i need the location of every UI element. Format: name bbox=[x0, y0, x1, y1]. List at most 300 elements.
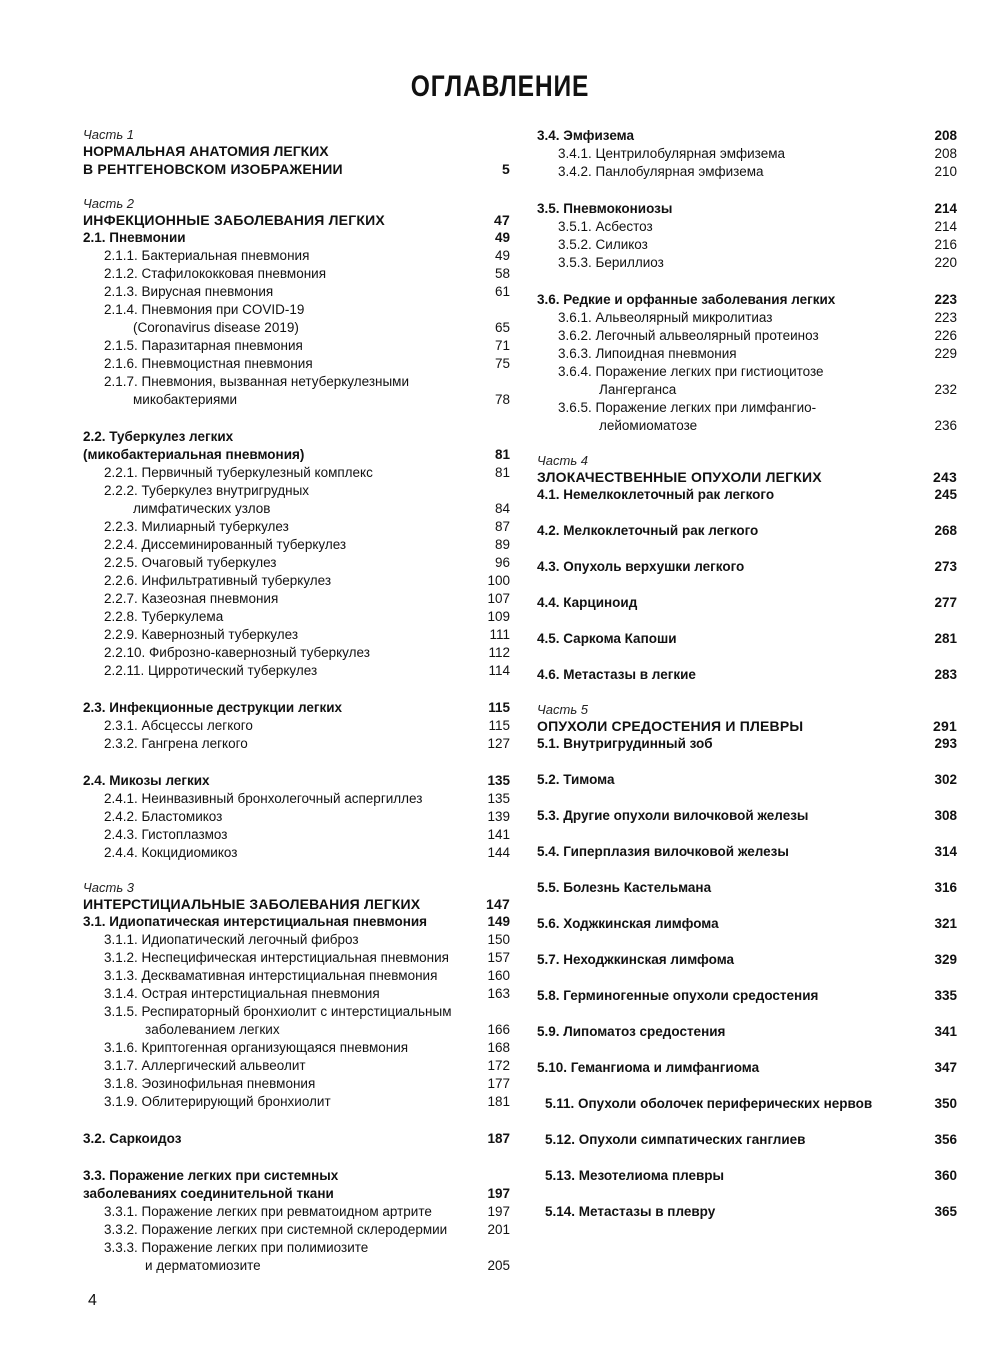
toc-section-entry[interactable] bbox=[537, 879, 957, 897]
toc-chapter-entry[interactable] bbox=[537, 717, 957, 735]
toc-chapter-entry[interactable] bbox=[83, 895, 510, 913]
toc-section-entry[interactable] bbox=[537, 558, 957, 576]
toc-section-entry[interactable] bbox=[537, 127, 957, 145]
dot-leader bbox=[451, 1225, 485, 1235]
toc-subsection-entry[interactable] bbox=[83, 626, 510, 644]
dot-leader bbox=[768, 167, 933, 177]
toc-subsection-entry[interactable] bbox=[83, 844, 510, 862]
toc-entry-title: 5.1. Внутригрудинный зоб bbox=[537, 736, 713, 751]
spacer bbox=[537, 612, 957, 630]
toc-page-number: 141 bbox=[487, 827, 510, 842]
toc-subsection-entry[interactable] bbox=[83, 1075, 510, 1093]
toc-page-number: 302 bbox=[934, 772, 957, 787]
toc-page-number: 220 bbox=[934, 255, 957, 270]
toc-entry-title: Лангерганса bbox=[599, 382, 677, 397]
toc-page-number: 347 bbox=[934, 1060, 957, 1075]
toc-page-number: 210 bbox=[934, 164, 957, 179]
toc-entry-line: 3.3.3. Поражение легких при полимиозите bbox=[104, 1240, 369, 1255]
toc-subsection-entry[interactable] bbox=[537, 327, 957, 345]
toc-entry-title: 2.2.4. Диссеминированный туберкулез bbox=[104, 537, 347, 552]
toc-section-entry[interactable] bbox=[537, 771, 957, 789]
toc-page-number: 208 bbox=[934, 146, 957, 161]
dot-leader bbox=[231, 830, 485, 840]
toc-subsection-entry[interactable] bbox=[83, 265, 510, 283]
toc-entry-title: 3.2. Саркоидоз bbox=[83, 1131, 182, 1146]
toc-entry-title: 4.2. Мелкоклеточный рак легкого bbox=[537, 523, 759, 538]
toc-page-number: 114 bbox=[488, 663, 510, 678]
toc-subsection-entry[interactable] bbox=[83, 826, 510, 844]
toc-page-number: 205 bbox=[487, 1258, 510, 1273]
toc-subsection-entry[interactable] bbox=[83, 247, 510, 265]
dot-leader bbox=[338, 1189, 486, 1199]
toc-chapter-entry[interactable] bbox=[83, 211, 510, 229]
toc-page-number: 216 bbox=[934, 237, 957, 252]
spacer bbox=[537, 272, 957, 291]
toc-page-number: 314 bbox=[934, 844, 957, 859]
toc-page-number: 273 bbox=[934, 559, 957, 574]
dot-leader bbox=[729, 1027, 932, 1037]
toc-page-number: 168 bbox=[487, 1040, 510, 1055]
toc-page-number: 214 bbox=[934, 219, 957, 234]
toc-entry-title: 5.6. Ходжкинская лимфома bbox=[537, 916, 719, 931]
toc-section-entry[interactable] bbox=[83, 1185, 510, 1203]
dot-leader bbox=[313, 251, 493, 261]
dot-leader bbox=[347, 164, 500, 174]
toc-entry-line: 3.1.5. Респираторный бронхиолит с интерстициальным bbox=[104, 1004, 452, 1019]
toc-page-number: 147 bbox=[486, 896, 510, 912]
toc-page-number: 96 bbox=[494, 555, 510, 570]
spacer bbox=[537, 684, 957, 702]
toc-entry-title: 5.10. Гемангиома и лимфангиома bbox=[537, 1060, 760, 1075]
spacer bbox=[83, 1148, 510, 1167]
toc-section-entry[interactable] bbox=[537, 1095, 957, 1113]
toc-page-number: 316 bbox=[934, 880, 957, 895]
toc-entry-title: 3.5.3. Бериллиоз bbox=[558, 255, 664, 270]
toc-page-number: 321 bbox=[934, 916, 957, 931]
toc-entry-title: ИНТЕРСТИЦИАЛЬНЫЕ ЗАБОЛЕВАНИЯ ЛЕГКИХ bbox=[83, 896, 421, 912]
toc-chapter-entry[interactable] bbox=[83, 160, 510, 178]
dot-leader bbox=[317, 359, 493, 369]
dot-leader bbox=[190, 233, 493, 243]
toc-entry-title: 5.11. Опухоли оболочек периферических нервов bbox=[545, 1096, 873, 1111]
toc-entry-title: 3.6.2. Легочный альвеолярный протеиноз bbox=[558, 328, 819, 343]
spacer bbox=[537, 435, 957, 453]
toc-section-entry[interactable] bbox=[83, 446, 510, 464]
toc-page-number: 144 bbox=[487, 845, 510, 860]
toc-page-number: 49 bbox=[494, 230, 510, 245]
toc-page-number: 135 bbox=[487, 791, 510, 806]
toc-section-entry[interactable] bbox=[83, 699, 510, 717]
toc-page-number: 293 bbox=[934, 736, 957, 751]
toc-entry-title: 5.4. Гиперплазия вилочковой железы bbox=[537, 844, 789, 859]
toc-section-entry[interactable] bbox=[537, 291, 957, 309]
toc-subsection-entry[interactable] bbox=[537, 145, 957, 163]
toc-entry-title: и дерматомиозите bbox=[145, 1258, 261, 1273]
toc-subsection-entry[interactable] bbox=[83, 590, 510, 608]
toc-subsection-entry[interactable] bbox=[83, 644, 510, 662]
toc-subsection-entry[interactable] bbox=[537, 236, 957, 254]
toc-section-entry[interactable] bbox=[537, 1059, 957, 1077]
toc-subsection-entry[interactable] bbox=[83, 572, 510, 590]
spacer bbox=[537, 1041, 957, 1059]
toc-subsection-entry[interactable] bbox=[83, 608, 510, 626]
toc-subsection-entry[interactable] bbox=[83, 536, 510, 554]
dot-leader bbox=[839, 295, 932, 305]
page-number: 4 bbox=[88, 1292, 97, 1309]
dot-leader bbox=[377, 468, 493, 478]
toc-entry-line: 3.6.4. Поражение легких при гистиоцитозе bbox=[558, 364, 824, 379]
dot-leader bbox=[641, 598, 932, 608]
toc-section-entry[interactable] bbox=[537, 522, 957, 540]
toc-section-entry[interactable] bbox=[537, 807, 957, 825]
spacer bbox=[537, 1149, 957, 1167]
toc-page-number: 365 bbox=[934, 1204, 957, 1219]
toc-page-number: 335 bbox=[934, 988, 957, 1003]
toc-page-number: 181 bbox=[487, 1094, 510, 1109]
toc-subsection-entry[interactable] bbox=[83, 1203, 510, 1221]
toc-entry-title: 2.1.6. Пневмоцистная пневмония bbox=[104, 356, 313, 371]
toc-section-entry[interactable] bbox=[537, 1167, 957, 1185]
toc-section-entry[interactable] bbox=[83, 1130, 510, 1148]
toc-entry-title: 2.3.1. Абсцессы легкого bbox=[104, 718, 253, 733]
toc-entry-title: заболеваниях соединительной ткани bbox=[83, 1186, 334, 1201]
toc-page-number: 197 bbox=[487, 1204, 510, 1219]
toc-page-number: 177 bbox=[487, 1076, 510, 1091]
dot-leader bbox=[668, 258, 933, 268]
toc-entry-title: 2.2.5. Очаговый туберкулез bbox=[104, 555, 277, 570]
spacer bbox=[537, 897, 957, 915]
toc-section-entry[interactable] bbox=[537, 915, 957, 933]
toc-right-column bbox=[537, 127, 957, 1221]
toc-page-number: 107 bbox=[487, 591, 510, 606]
dot-leader bbox=[738, 955, 932, 965]
dot-leader bbox=[741, 349, 933, 359]
spacer bbox=[537, 933, 957, 951]
toc-subsection-entry[interactable] bbox=[83, 500, 510, 518]
dot-leader bbox=[778, 490, 932, 500]
toc-subsection-entry[interactable] bbox=[83, 391, 510, 409]
toc-section-entry[interactable] bbox=[537, 951, 957, 969]
toc-entry-title: 2.3.2. Гангрена легкого bbox=[104, 736, 248, 751]
toc-entry-title: 2.2.11. Цирротический туберкулез bbox=[104, 663, 318, 678]
toc-entry-title: 2.1.5. Паразитарная пневмония bbox=[104, 338, 303, 353]
toc-entry-title: 2.2.7. Казеозная пневмония bbox=[104, 591, 279, 606]
part-label: Часть 5 bbox=[537, 702, 588, 717]
toc-subsection-entry[interactable] bbox=[83, 1021, 510, 1039]
toc-subsection-entry[interactable] bbox=[537, 345, 957, 363]
toc-page-number: 100 bbox=[487, 573, 510, 588]
toc-left-column bbox=[83, 127, 510, 1275]
dot-leader bbox=[676, 204, 932, 214]
toc-entry-line: 2.1.4. Пневмония при COVID-19 bbox=[104, 302, 305, 317]
toc-page-number: 187 bbox=[487, 1131, 510, 1146]
toc-entry-title: 3.3.2. Поражение легких при системной склеродермии bbox=[104, 1222, 448, 1237]
dot-leader bbox=[776, 313, 932, 323]
toc-entry-title: 3.6. Редкие и орфанные заболевания легких bbox=[537, 292, 836, 307]
toc-entry-title: 3.5. Пневмокониозы bbox=[537, 201, 673, 216]
page-title: ОГЛАВЛЕНИЕ bbox=[410, 70, 590, 103]
dot-leader bbox=[274, 504, 492, 514]
dot-leader bbox=[227, 612, 485, 622]
toc-page-number: 47 bbox=[494, 212, 510, 228]
toc-entry-title: ИНФЕКЦИОННЫЕ ЗАБОЛЕВАНИЯ ЛЕГКИХ bbox=[83, 212, 385, 228]
dot-leader bbox=[812, 811, 932, 821]
toc-entry-title: 3.1.4. Острая интерстициальная пневмония bbox=[104, 986, 380, 1001]
spacer bbox=[537, 1113, 957, 1131]
toc-entry-title: 2.2.9. Кавернозный туберкулез bbox=[104, 627, 299, 642]
toc-page-number: 115 bbox=[488, 718, 510, 733]
toc-entry-title: 2.1.2. Стафилококковая пневмония bbox=[104, 266, 327, 281]
toc-entry-title: 4.3. Опухоль верхушки легкого bbox=[537, 559, 745, 574]
toc-chapter-entry[interactable] bbox=[537, 468, 957, 486]
toc-entry-title: (микобактериальная пневмония) bbox=[83, 447, 305, 462]
dot-leader bbox=[282, 594, 485, 604]
toc-page-number: 127 bbox=[487, 736, 510, 751]
toc-entry-title: 5.14. Метастазы в плевру bbox=[545, 1204, 716, 1219]
spacer bbox=[83, 862, 510, 880]
dot-leader bbox=[303, 323, 493, 333]
toc-subsection-entry[interactable] bbox=[83, 662, 510, 680]
toc-page-number: 157 bbox=[487, 950, 510, 965]
dot-leader bbox=[638, 131, 932, 141]
dot-leader bbox=[823, 331, 933, 341]
toc-subsection-entry[interactable] bbox=[537, 218, 957, 236]
toc-entry-title: 3.5.2. Силикоз bbox=[558, 237, 648, 252]
toc-page-number: 71 bbox=[494, 338, 510, 353]
spacer bbox=[83, 1111, 510, 1130]
toc-entry-title: 3.1.1. Идиопатический легочный фиброз bbox=[104, 932, 359, 947]
toc-page-number: 291 bbox=[933, 718, 957, 734]
dot-leader bbox=[723, 919, 933, 929]
toc-entry-title: 2.1.1. Бактериальная пневмония bbox=[104, 248, 310, 263]
toc-page-number: 5 bbox=[502, 161, 510, 177]
spacer bbox=[83, 753, 510, 772]
toc-section-entry[interactable] bbox=[83, 229, 510, 247]
toc-subsection-entry[interactable] bbox=[83, 1057, 510, 1075]
toc-page-number: 115 bbox=[488, 700, 510, 715]
toc-section-entry[interactable] bbox=[537, 1203, 957, 1221]
toc-entry-title: 4.5. Саркома Капоши bbox=[537, 631, 677, 646]
toc-section-entry[interactable] bbox=[537, 630, 957, 648]
toc-subsection-entry[interactable] bbox=[83, 283, 510, 301]
dot-leader bbox=[214, 776, 486, 786]
toc-page-number: 111 bbox=[489, 627, 510, 642]
spacer bbox=[83, 680, 510, 699]
toc-entry-title: 4.4. Карциноид bbox=[537, 595, 638, 610]
toc-entry-title: 5.2. Тимома bbox=[537, 772, 615, 787]
toc-section-entry[interactable] bbox=[537, 1131, 957, 1149]
toc-page-number: 341 bbox=[934, 1024, 957, 1039]
toc-entry-title: лимфатических узлов bbox=[133, 501, 271, 516]
toc-page-number: 109 bbox=[487, 609, 510, 624]
toc-page-number: 166 bbox=[487, 1022, 510, 1037]
spacer bbox=[537, 825, 957, 843]
toc-subsection-entry[interactable] bbox=[83, 518, 510, 536]
toc-page-number: 160 bbox=[487, 968, 510, 983]
toc-subsection-entry[interactable] bbox=[83, 464, 510, 482]
dot-leader bbox=[277, 287, 493, 297]
toc-entry-title: 2.2.6. Инфильтративный туберкулез bbox=[104, 573, 332, 588]
part-label: Часть 1 bbox=[83, 127, 134, 142]
dot-leader bbox=[748, 562, 932, 572]
dot-leader bbox=[700, 670, 933, 680]
toc-subsection-entry[interactable] bbox=[537, 381, 957, 399]
dot-leader bbox=[619, 775, 933, 785]
toc-entry-title: 3.4. Эмфизема bbox=[537, 128, 634, 143]
toc-entry-title: 4.6. Метастазы в легкие bbox=[537, 667, 696, 682]
toc-subsection-entry[interactable] bbox=[83, 1257, 510, 1275]
toc-entry-line: 2.2.2. Туберкулез внутригрудных bbox=[104, 483, 310, 498]
toc-entry-title: 2.4.4. Кокцидиомикоз bbox=[104, 845, 238, 860]
toc-entry-title: 3.4.2. Панлобулярная эмфизема bbox=[558, 164, 764, 179]
toc-page-number: 61 bbox=[494, 284, 510, 299]
toc-page-number: 356 bbox=[934, 1132, 957, 1147]
dot-leader bbox=[308, 450, 493, 460]
spacer bbox=[537, 504, 957, 522]
dot-leader bbox=[717, 739, 933, 749]
toc-page-number: 89 bbox=[494, 537, 510, 552]
toc-entry-title: 3.1. Идиопатическая интерстициальная пневмония bbox=[83, 914, 428, 929]
toc-page-number: 208 bbox=[934, 128, 957, 143]
toc-subsection-entry[interactable] bbox=[83, 931, 510, 949]
toc-section-entry[interactable] bbox=[537, 486, 957, 504]
toc-subsection-entry[interactable] bbox=[83, 967, 510, 985]
toc-section-entry[interactable] bbox=[537, 1023, 957, 1041]
toc-page-number: 268 bbox=[934, 523, 957, 538]
toc-page-number: 163 bbox=[487, 986, 510, 1001]
toc-subsection-entry[interactable] bbox=[83, 1093, 510, 1111]
dot-leader bbox=[335, 576, 485, 586]
toc-entry-title: 3.1.3. Десквамативная интерстициальная пневмония bbox=[104, 968, 438, 983]
toc-entry-line: 3.3. Поражение легких при системных bbox=[83, 1168, 339, 1183]
toc-subsection-entry[interactable] bbox=[537, 254, 957, 272]
toc-entry-title: (Coronavirus disease 2019) bbox=[133, 320, 299, 335]
toc-section-entry[interactable] bbox=[83, 772, 510, 790]
dot-leader bbox=[763, 1063, 932, 1073]
toc-entry-title: 3.3.1. Поражение легких при ревматоидном артрите bbox=[104, 1204, 432, 1219]
part-label: Часть 4 bbox=[537, 453, 588, 468]
toc-entry-title: 2.2.1. Первичный туберкулезный комплекс bbox=[104, 465, 373, 480]
dot-leader bbox=[436, 1207, 486, 1217]
dot-leader bbox=[252, 739, 486, 749]
dot-leader bbox=[384, 989, 486, 999]
toc-section-entry[interactable] bbox=[537, 735, 957, 753]
toc-page-number: 232 bbox=[934, 382, 957, 397]
dot-leader bbox=[257, 721, 487, 731]
toc-section-entry[interactable] bbox=[537, 843, 957, 861]
dot-leader bbox=[681, 634, 933, 644]
toc-entry-line: 2.2. Туберкулез легких bbox=[83, 429, 234, 444]
dot-leader bbox=[680, 385, 932, 395]
toc-entry-title: 3.1.6. Криптогенная организующаяся пневмония bbox=[104, 1040, 409, 1055]
toc-subsection-entry[interactable] bbox=[83, 1039, 510, 1057]
toc-subsection-entry[interactable] bbox=[83, 319, 510, 337]
dot-leader bbox=[241, 395, 493, 405]
toc-page-number: 245 bbox=[934, 487, 957, 502]
toc-entry-line: НОРМАЛЬНАЯ АНАТОМИЯ ЛЕГКИХ bbox=[83, 143, 329, 159]
dot-leader bbox=[346, 703, 486, 713]
dot-leader bbox=[335, 1097, 486, 1107]
toc-entry-title: 2.2.10. Фиброзно-кавернозный туберкулез bbox=[104, 645, 370, 660]
toc-section-entry[interactable] bbox=[537, 200, 957, 218]
spacer bbox=[537, 1077, 957, 1095]
toc-subsection-entry[interactable] bbox=[83, 554, 510, 572]
dot-leader bbox=[310, 1061, 486, 1071]
dot-leader bbox=[441, 971, 485, 981]
spacer bbox=[83, 409, 510, 428]
toc-entry-title: 3.6.3. Липоидная пневмония bbox=[558, 346, 737, 361]
part-label: Часть 3 bbox=[83, 880, 134, 895]
toc-entry-title: 3.1.2. Неспецифическая интерстициальная пневмония bbox=[104, 950, 449, 965]
toc-entry-title: 2.2.3. Милиарный туберкулез bbox=[104, 519, 289, 534]
toc-subsection-entry[interactable] bbox=[537, 417, 957, 435]
toc-entry-title: 2.4.1. Неинвазивный бронхолегочный аспергиллез bbox=[104, 791, 423, 806]
toc-subsection-entry[interactable] bbox=[537, 309, 957, 327]
toc-page-number: 281 bbox=[934, 631, 957, 646]
toc-subsection-entry[interactable] bbox=[537, 163, 957, 181]
dot-leader bbox=[265, 1261, 486, 1271]
dot-leader bbox=[307, 341, 493, 351]
toc-page-number: 229 bbox=[934, 346, 957, 361]
toc-subsection-entry[interactable] bbox=[83, 355, 510, 373]
toc-section-entry[interactable] bbox=[537, 666, 957, 684]
dot-leader bbox=[293, 522, 493, 532]
toc-page-number: 223 bbox=[934, 292, 957, 307]
toc-page-number: 49 bbox=[494, 248, 510, 263]
dot-leader bbox=[453, 953, 486, 963]
toc-page-number: 78 bbox=[494, 392, 510, 407]
dot-leader bbox=[826, 472, 931, 482]
toc-subsection-entry[interactable] bbox=[83, 985, 510, 1003]
dot-leader bbox=[284, 1025, 486, 1035]
toc-subsection-entry[interactable] bbox=[83, 790, 510, 808]
toc-subsection-entry[interactable] bbox=[83, 1221, 510, 1239]
toc-page-number: 226 bbox=[934, 328, 957, 343]
toc-section-entry[interactable] bbox=[537, 594, 957, 612]
dot-leader bbox=[789, 149, 932, 159]
toc-entry-title: 5.3. Другие опухоли вилочковой железы bbox=[537, 808, 809, 823]
toc-page-number: 243 bbox=[933, 469, 957, 485]
toc-entry-title: ЗЛОКАЧЕСТВЕННЫЕ ОПУХОЛИ ЛЕГКИХ bbox=[537, 469, 822, 485]
toc-subsection-entry[interactable] bbox=[83, 808, 510, 826]
toc-page-number: 84 bbox=[494, 501, 510, 516]
toc-entry-title: лейомиоматозе bbox=[599, 418, 698, 433]
toc-subsection-entry[interactable] bbox=[83, 337, 510, 355]
toc-page-number: 58 bbox=[494, 266, 510, 281]
toc-entry-title: 2.1. Пневмонии bbox=[83, 230, 186, 245]
toc-page-number: 360 bbox=[934, 1168, 957, 1183]
toc-subsection-entry[interactable] bbox=[83, 949, 510, 967]
toc-section-entry[interactable] bbox=[83, 913, 510, 931]
toc-entry-title: 4.1. Немелкоклеточный рак легкого bbox=[537, 487, 775, 502]
spacer bbox=[537, 181, 957, 200]
toc-subsection-entry[interactable] bbox=[83, 717, 510, 735]
toc-entry-title: 5.5. Болезнь Кастельмана bbox=[537, 880, 712, 895]
dot-leader bbox=[715, 883, 932, 893]
toc-entry-title: 3.4.1. Центрилобулярная эмфизема bbox=[558, 146, 786, 161]
dot-leader bbox=[185, 1134, 485, 1144]
dot-leader bbox=[241, 848, 485, 858]
dot-leader bbox=[330, 269, 493, 279]
dot-leader bbox=[431, 917, 485, 927]
toc-page-number: 214 bbox=[934, 201, 957, 216]
toc-section-entry[interactable] bbox=[537, 987, 957, 1005]
toc-subsection-entry[interactable] bbox=[83, 735, 510, 753]
toc-page-number: 197 bbox=[487, 1186, 510, 1201]
dot-leader bbox=[762, 526, 932, 536]
spacer bbox=[537, 1005, 957, 1023]
dot-leader bbox=[657, 222, 933, 232]
